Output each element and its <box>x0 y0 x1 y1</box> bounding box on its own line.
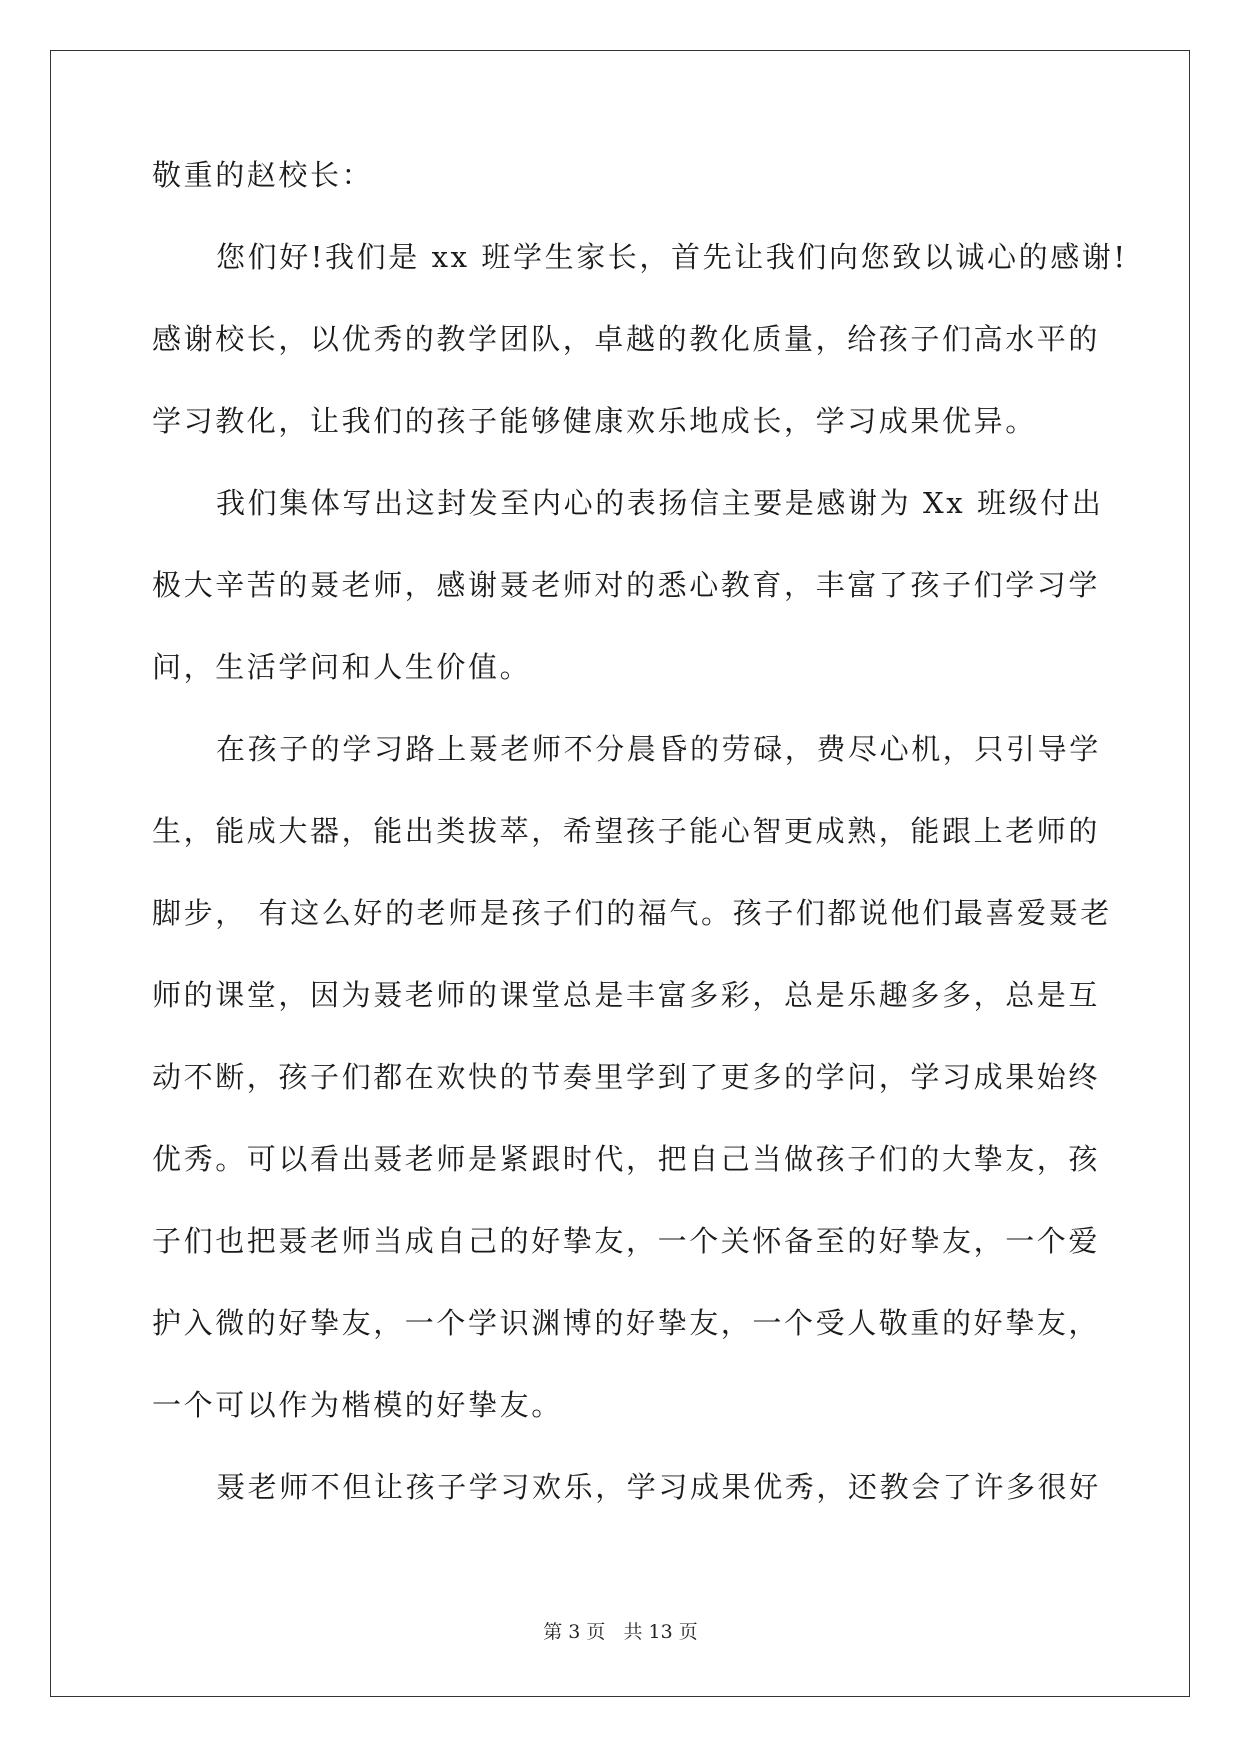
paragraph-4-line-1: 聂老师不但让孩子学习欢乐，学习成果优秀，还教会了许多很好 <box>216 1470 1101 1504</box>
paragraph-2-line-3: 问，生活学问和人生价值。 <box>152 650 532 684</box>
paragraph-3-line-8: 护入微的好挚友，一个学识渊博的好挚友，一个受人敬重的好挚友， <box>152 1306 1101 1340</box>
paragraph-3-line-6: 优秀。可以看出聂老师是紧跟时代，把自己当做孩子们的大挚友，孩 <box>152 1142 1101 1176</box>
page-number-footer: 第 3 页 共 13 页 <box>543 1621 698 1643</box>
paragraph-3-line-2: 生，能成大器，能出类拔萃，希望孩子能心智更成熟，能跟上老师的 <box>152 814 1101 848</box>
paragraph-3-line-4: 师的课堂，因为聂老师的课堂总是丰富多彩，总是乐趣多多，总是互 <box>152 978 1101 1012</box>
paragraph-2-line-1: 我们集体写出这封发至内心的表扬信主要是感谢为 Xx 班级付出 <box>216 486 1104 520</box>
paragraph-1-line-2: 感谢校长，以优秀的教学团队，卓越的教化质量，给孩子们高水平的 <box>152 322 1101 356</box>
paragraph-3-line-9: 一个可以作为楷模的好挚友。 <box>152 1388 563 1422</box>
paragraph-3-line-5: 动不断，孩子们都在欢快的节奏里学到了更多的学问，学习成果始终 <box>152 1060 1101 1094</box>
letter-body <box>152 158 1128 1552</box>
paragraph-1-line-3: 学习教化，让我们的孩子能够健康欢乐地成长，学习成果优异。 <box>152 404 1037 438</box>
paragraph-3-line-3: 脚步， 有这么好的老师是孩子们的福气。孩子们都说他们最喜爱聂老 <box>152 896 1112 930</box>
salutation-line: 敬重的赵校长： <box>152 158 374 192</box>
paragraph-1-line-1: 您们好!我们是 xx 班学生家长，首先让我们向您致以诚心的感谢! <box>216 240 1128 274</box>
paragraph-3-line-1: 在孩子的学习路上聂老师不分晨昏的劳碌，费尽心机，只引导学 <box>216 732 1101 766</box>
paragraph-3-line-7: 子们也把聂老师当成自己的好挚友，一个关怀备至的好挚友，一个爱 <box>152 1224 1101 1258</box>
paragraph-2-line-2: 极大辛苦的聂老师，感谢聂老师对的悉心教育，丰富了孩子们学习学 <box>152 568 1101 602</box>
